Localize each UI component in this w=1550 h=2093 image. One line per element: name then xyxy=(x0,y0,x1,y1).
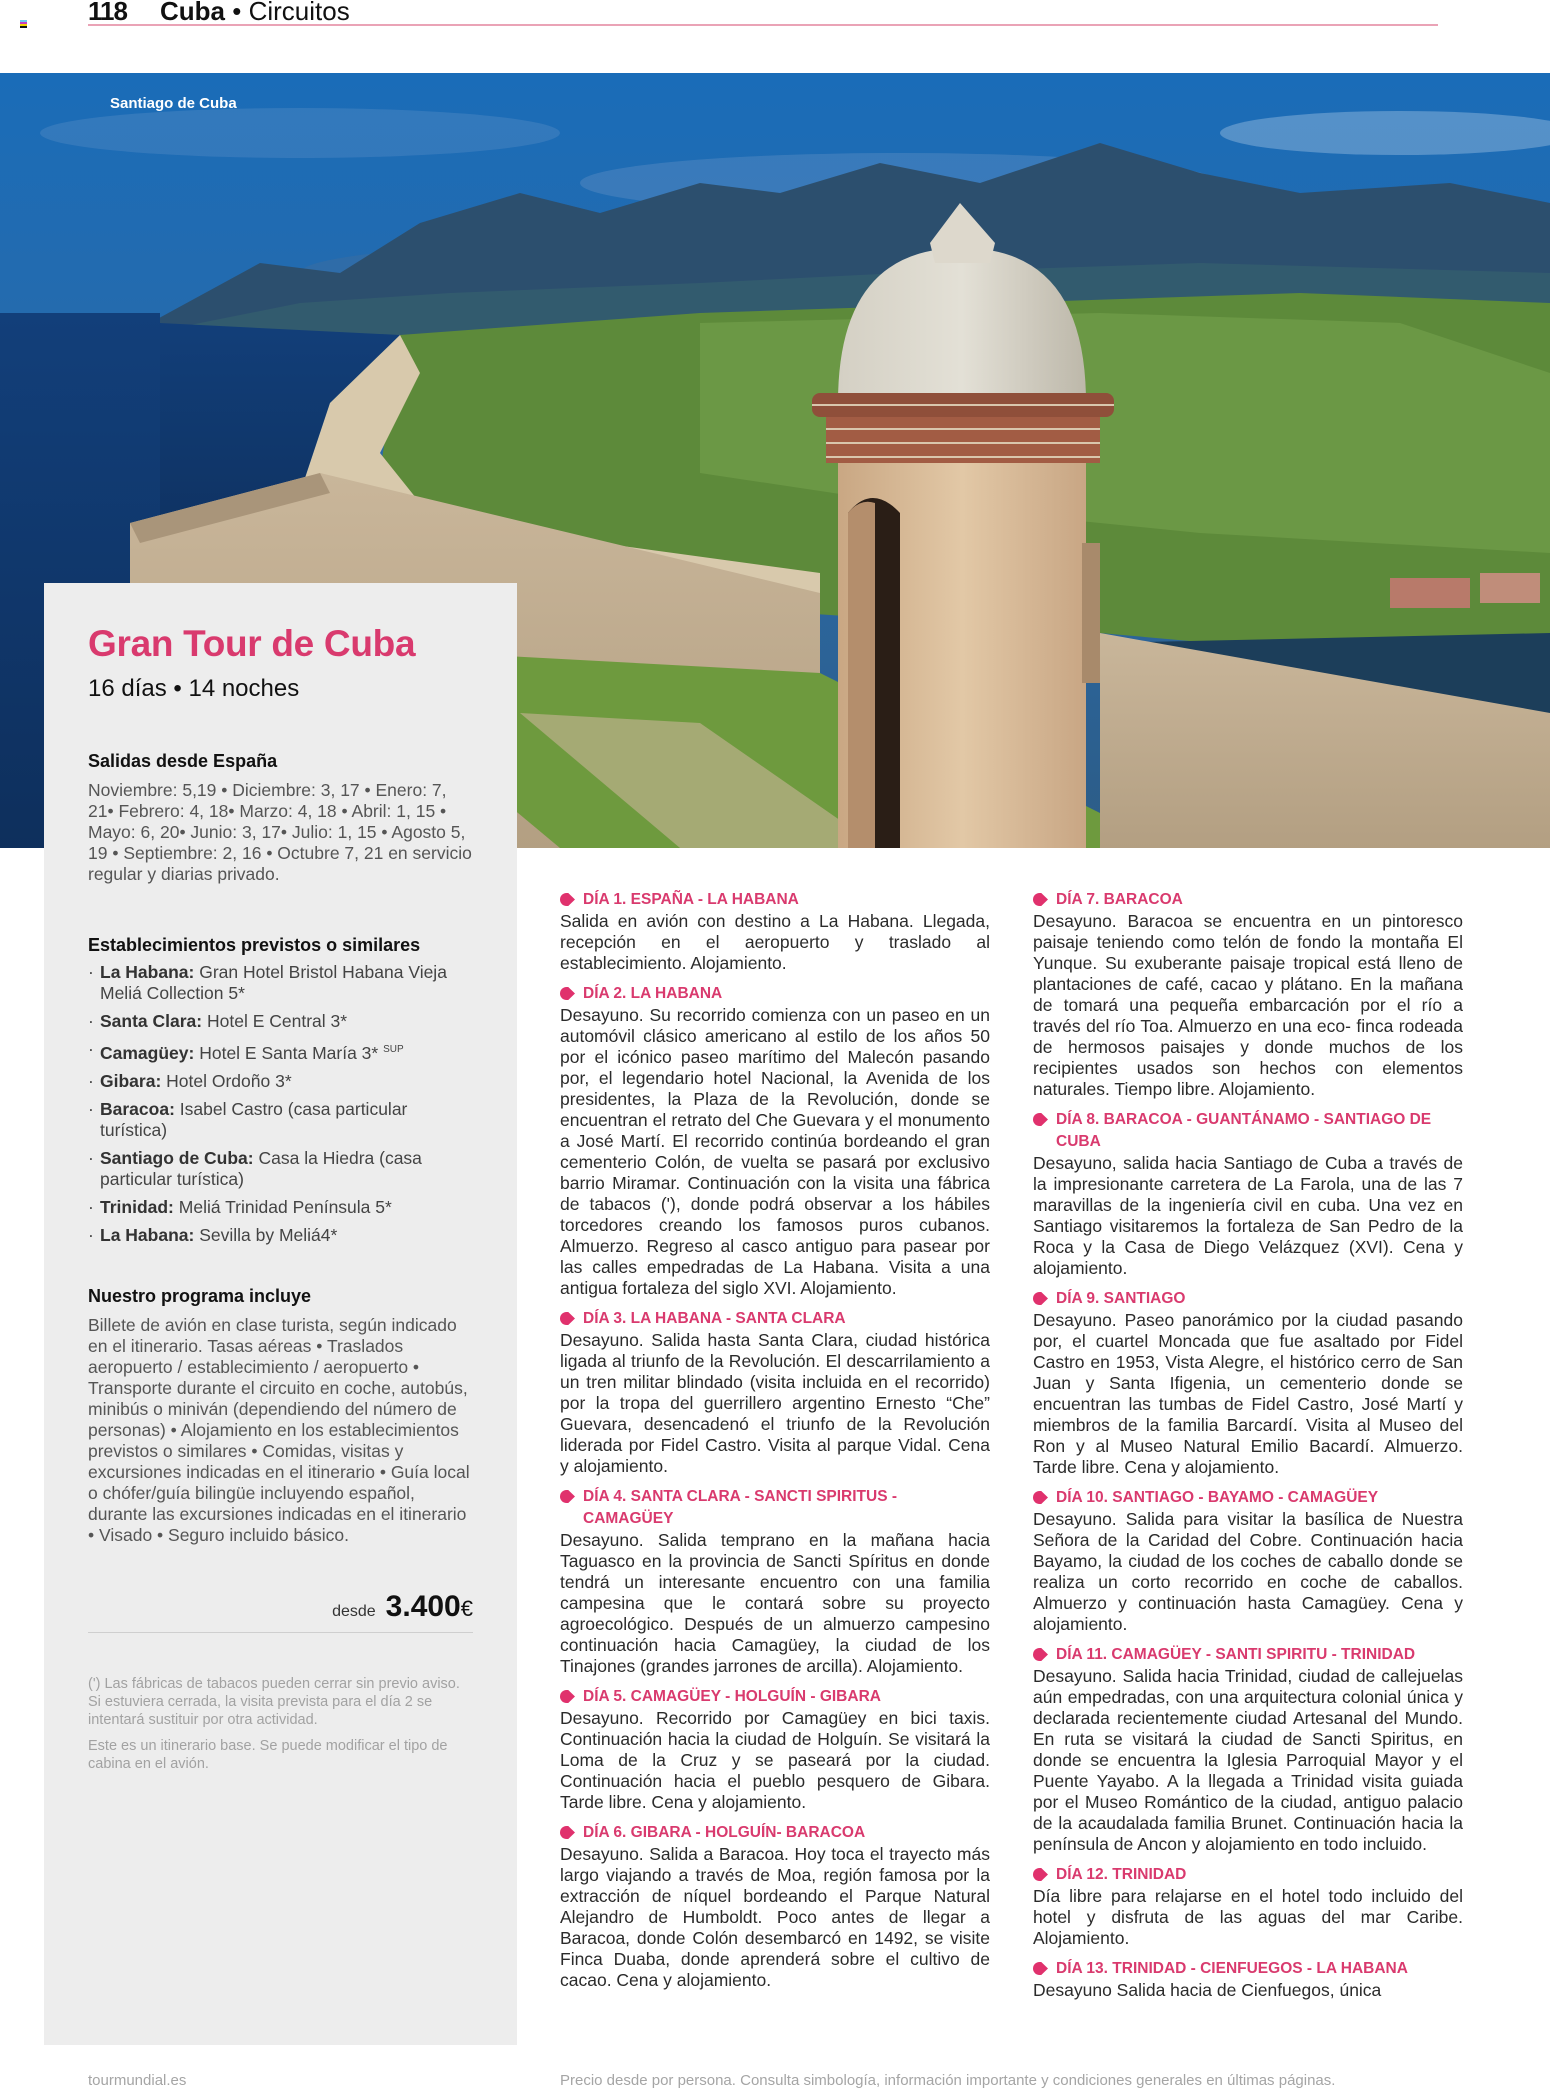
day-title: DÍA 3. LA HABANA - SANTA CLARA xyxy=(583,1310,846,1327)
page-header xyxy=(88,0,1438,26)
day-text: Desayuno, salida hacia Santiago de Cuba a través de la impresionante carretera de La Farola, una de las 7 maravillas de la ingeniería civil en cuba. Una vez en Santiago visitaremos la fortaleza de San Pedro de la Roca y la Casa de Diego Velázquez (XVI). Cena y alojamiento. xyxy=(1033,1153,1463,1278)
hotel-city: Santiago de Cuba: xyxy=(100,1147,254,1168)
section-title xyxy=(160,0,350,27)
footer-price-note: Precio desde por persona. Consulta simbología, información importante y condiciones generales en últimas páginas. xyxy=(560,2072,1336,2089)
day-text: Desayuno. Salida a Baracoa. Hoy toca el trayecto más largo viajando a través de Moa, región famosa por la extracción de níquel bordeando el Parque Natural Alejandro de Humboldt. Poco antes de llegar a Baracoa, donde Colón desembarcó en 1492, se visite Finca Duaba, donde aprenderá sobre el cultivo de cacao. Cena y alojamiento. xyxy=(560,1844,990,1990)
hotel-city: Trinidad: xyxy=(100,1196,174,1217)
itinerary-day xyxy=(560,1686,990,1813)
hotel-name: Hotel E Santa María 3* xyxy=(199,1042,379,1063)
departures-title: Salidas desde España xyxy=(88,751,278,771)
day-title: DÍA 7. BARACOA xyxy=(1056,891,1183,908)
day-title: DÍA 11. CAMAGÜEY - SANTI SPIRITU - TRINIDAD xyxy=(1056,1646,1416,1663)
day-title: DÍA 5. CAMAGÜEY - HOLGUÍN - GIBARA xyxy=(583,1688,881,1705)
day-text: Desayuno. Recorrido por Camagüey en bici taxis. Continuación hacia la ciudad de Holguín. Se visitará la Loma de la Cruz y se paseará por la ciudad. Continuación hacia el pueblo pesquero de Gibara. Tarde libre. Cena y alojamiento. xyxy=(560,1708,990,1812)
print-color-marks xyxy=(20,20,27,28)
itinerary-note: Este es un itinerario base. Se puede modificar el tipo de cabina en el avión. xyxy=(88,1737,448,1772)
day-text: Desayuno. Su recorrido comienza con un paseo en un automóvil clásico americano al estilo de los años 50 por el icónico paseo marítimo del Malecón pasando por, el legendario hotel Nacional, la Avenida de los presidentes, la Plaza de la Revolución, donde se encuentran el retrato del Che Guevara y el monumento a José Martí. El recorrido continúa bordeando el gran cementerio Colón, de vuelta se pasará por exclusivo barrio Miramar. Continuación con la visita una fábrica de tabacos ('), donde podrá observar a los hábiles torcedores creando los famosos puros cubanos. Almuerzo. Regreso al casco antiguo para pasear por las calles empedradas de La Habana. Visita a una antigua fortaleza del siglo XVI. Alojamiento. xyxy=(560,1005,990,1298)
hotel-list xyxy=(88,962,473,1246)
itinerary-day xyxy=(560,1486,990,1677)
price-row xyxy=(88,1590,473,1633)
section-category: Circuitos xyxy=(248,0,350,26)
hotel-item xyxy=(88,1039,473,1064)
section-country: Cuba xyxy=(160,0,225,26)
price-currency: € xyxy=(460,1595,473,1621)
tour-info-panel xyxy=(44,583,517,2045)
day-marker-icon xyxy=(1033,1113,1048,1126)
price-value: 3.400 xyxy=(385,1589,461,1623)
itinerary-day xyxy=(560,1308,990,1477)
hotel-city: Camagüey: xyxy=(100,1042,195,1063)
hotels-title: Establecimientos previstos o similares xyxy=(88,935,421,955)
hotel-city: La Habana: xyxy=(100,1224,195,1245)
day-marker-icon xyxy=(560,1826,575,1839)
hotel-name: Gran Hotel Bristol Habana Vieja Meliá Collection 5* xyxy=(100,962,447,1003)
itinerary-day xyxy=(1033,889,1463,1100)
day-title: DÍA 4. SANTA CLARA - SANCTI SPIRITUS - CAMAGÜEY xyxy=(583,1488,898,1527)
itinerary-day xyxy=(1033,1958,1463,2001)
departures-text: Noviembre: 5,19 • Diciembre: 3, 17 • Enero: 7, 21• Febrero: 4, 18• Marzo: 4, 18 • Abril: 1, 15 • Mayo: 6, 20• Junio: 3, 17• Julio: 1, 15 • Agosto 5, 19 • Septiembre: 2, 16 • Octubre 7, 21 en servicio regular y diarias privado. xyxy=(88,780,472,884)
day-marker-icon xyxy=(1033,1962,1048,1975)
day-marker-icon xyxy=(1033,1292,1048,1305)
day-marker-icon xyxy=(560,987,575,1000)
hotel-name: Hotel Ordoño 3* xyxy=(166,1070,292,1091)
day-text: Desayuno. Salida hacia Trinidad, ciudad de callejuelas aún empedradas, con una arquitectura colonial única y declarada recientemente ciudad Artesanal del Mundo. En ruta se visitará la ciudad de Sancti Spiritus, en donde se encuentra la Iglesia Parroquial Mayor y el Puente Yayabo. A la llegada a Trinidad visita guiada por el Museo Romántico de la ciudad, antiguo palacio de la acaudalada familia Brunet. Continuación hacia la península de Ancon y alojamiento en todo incluido. xyxy=(1033,1666,1463,1854)
hotel-name: Isabel Castro (casa particular turística) xyxy=(100,1098,408,1140)
hotel-city: Baracoa: xyxy=(100,1098,175,1119)
itinerary-day xyxy=(560,983,990,1299)
hotel-name: Casa la Hiedra (casa particular turística) xyxy=(100,1147,422,1189)
hotel-city: La Habana: xyxy=(100,962,195,982)
day-title: DÍA 12. TRINIDAD xyxy=(1056,1866,1187,1883)
hotel-item xyxy=(88,1225,473,1246)
day-marker-icon xyxy=(1033,1491,1048,1504)
tour-title: Gran Tour de Cuba xyxy=(88,623,416,664)
day-marker-icon xyxy=(560,1690,575,1703)
itinerary-day xyxy=(1033,1864,1463,1949)
day-text: Desayuno Salida hacia de Cienfuegos, única xyxy=(1033,1980,1382,2000)
hotel-item xyxy=(88,1197,473,1218)
includes-title: Nuestro programa incluye xyxy=(88,1285,312,1306)
hotel-item xyxy=(88,962,473,1004)
day-marker-icon xyxy=(560,893,575,906)
itinerary-day xyxy=(1033,1487,1463,1635)
itinerary-day xyxy=(560,1822,990,1991)
itinerary-day xyxy=(1033,1288,1463,1478)
hotel-item xyxy=(88,1071,473,1092)
day-text: Desayuno. Paseo panorámico por la ciudad pasando por, el cuartel Moncada que fue asaltado por Fidel Castro en 1953, Vista Alegre, el histórico cerro de San Juan y Santa Ifigenia, un cementerio donde se encuentran las tumbas de Fidel Castro, José Martí y miembros de la familia Barcardí. Visita al Museo del Ron y al Museo Natural Emilio Bacardí. Almuerzo. Tarde libre. Cena y alojamiento. xyxy=(1033,1310,1463,1477)
itinerary-day xyxy=(1033,1109,1463,1279)
day-title: DÍA 13. TRINIDAD - CIENFUEGOS - LA HABANA xyxy=(1056,1960,1408,1977)
day-marker-icon xyxy=(560,1312,575,1325)
tobacco-note: (') Las fábricas de tabacos pueden cerrar sin previo aviso. Si estuviera cerrada, la visita prevista para el día 2 se intentará sustituir por otra actividad. xyxy=(88,1675,460,1728)
tour-duration: 16 días • 14 noches xyxy=(88,675,300,702)
photo-caption: Santiago de Cuba xyxy=(110,95,237,112)
day-text: Día libre para relajarse en el hotel todo incluido del hotel y disfruta de las aguas del mar Caribe. Alojamiento. xyxy=(1033,1886,1463,1948)
itinerary-day xyxy=(1033,1644,1463,1855)
day-text: Desayuno. Salida hasta Santa Clara, ciudad histórica ligada al triunfo de la Revolución. El descarrilamiento a un tren militar blindado (visita incluida en el recorrido) por la tropa del guerrillero argentino Ernesto “Che” Guevara, desencadenó el triunfo de la Revolución liderada por Fidel Castro. Visita al parque Vidal. Cena y alojamiento. xyxy=(560,1330,990,1476)
hotel-city: Santa Clara: xyxy=(100,1011,203,1031)
hotel-name: Sevilla by Meliá4* xyxy=(199,1224,338,1245)
day-title: DÍA 9. SANTIAGO xyxy=(1056,1290,1186,1307)
day-marker-icon xyxy=(1033,893,1048,906)
hotel-item xyxy=(88,1148,473,1190)
hotel-name: Meliá Trinidad Península 5* xyxy=(178,1196,392,1217)
hotel-category-sup: SUP xyxy=(383,1044,404,1055)
day-text: Salida en avión con destino a La Habana. Llegada, recepción en el aeropuerto y traslado al establecimiento. Alojamiento. xyxy=(560,911,990,973)
page-number: 118 xyxy=(88,0,127,26)
includes-text: Billete de avión en clase turista, según indicado en el itinerario. Tasas aéreas • Traslados aeropuerto / establecimiento / aeropuerto • Transporte durante el circuito en coche, autobús, minibús o miniván (dependiendo del número de personas) • Alojamiento en los establecimientos previstos o similares • Comidas, visitas y excursiones indicadas en el itinerario • Guía local o chófer/guía bilingüe incluyendo español, durante las excursiones indicadas en el itinerario • Visado • Seguro incluido básico. xyxy=(88,1314,470,1545)
itinerary-day xyxy=(560,889,990,974)
itinerary-column-right xyxy=(1033,889,1463,2010)
day-text: Desayuno. Baracoa se encuentra en un pintoresco paisaje teniendo como telón de fondo la montaña El Yunque. Su exuberante paisaje tropical está lleno de plantaciones de café, cacao y plátano. En la mañana de tomará una pequeña embarcación por el río a través del río Toa. Almuerzo en una eco- finca rodeada de hermosos paisajes y donde muchos de los recipientes usados son hechos con elementos naturales. Tiempo libre. Alojamiento. xyxy=(1033,911,1463,1099)
hotel-item xyxy=(88,1099,473,1141)
footer-website: tourmundial.es xyxy=(88,2072,187,2089)
day-title: DÍA 10. SANTIAGO - BAYAMO - CAMAGÜEY xyxy=(1056,1489,1379,1506)
day-title: DÍA 6. GIBARA - HOLGUÍN- BARACOA xyxy=(583,1824,866,1841)
day-text: Desayuno. Salida para visitar la basílica de Nuestra Señora de la Caridad del Cobre. Continuación hacia Bayamo, la ciudad de los coches de caballo donde se realiza un corto recorrido en coche de caballos. Almuerzo y continuación hasta Camagüey. Cena y alojamiento. xyxy=(1033,1509,1463,1634)
day-text: Desayuno. Salida temprano en la mañana hacia Taguasco en la provincia de Sancti Spíritus en donde tendrá un interesante encuentro con una familia campesina que le contará sobre su proyecto agroecológico. Después de un almuerzo campesino continuación hacia Camagüey, la ciudad de los Tinajones (grandes jarrones de arcilla). Alojamiento. xyxy=(560,1530,990,1676)
price-from-label: desde xyxy=(332,1602,376,1620)
hotel-name: Hotel E Central 3* xyxy=(207,1011,348,1031)
section-separator: • xyxy=(225,0,249,26)
hotel-city: Gibara: xyxy=(100,1070,162,1091)
day-marker-icon xyxy=(1033,1648,1048,1661)
day-title: DÍA 1. ESPAÑA - LA HABANA xyxy=(583,891,799,908)
hotel-item xyxy=(88,1011,473,1032)
day-title: DÍA 8. BARACOA - GUANTÁNAMO - SANTIAGO DE CUBA xyxy=(1056,1111,1432,1150)
day-title: DÍA 2. LA HABANA xyxy=(583,985,723,1002)
itinerary-column-middle xyxy=(560,889,990,2000)
day-marker-icon xyxy=(560,1490,575,1503)
day-marker-icon xyxy=(1033,1868,1048,1881)
